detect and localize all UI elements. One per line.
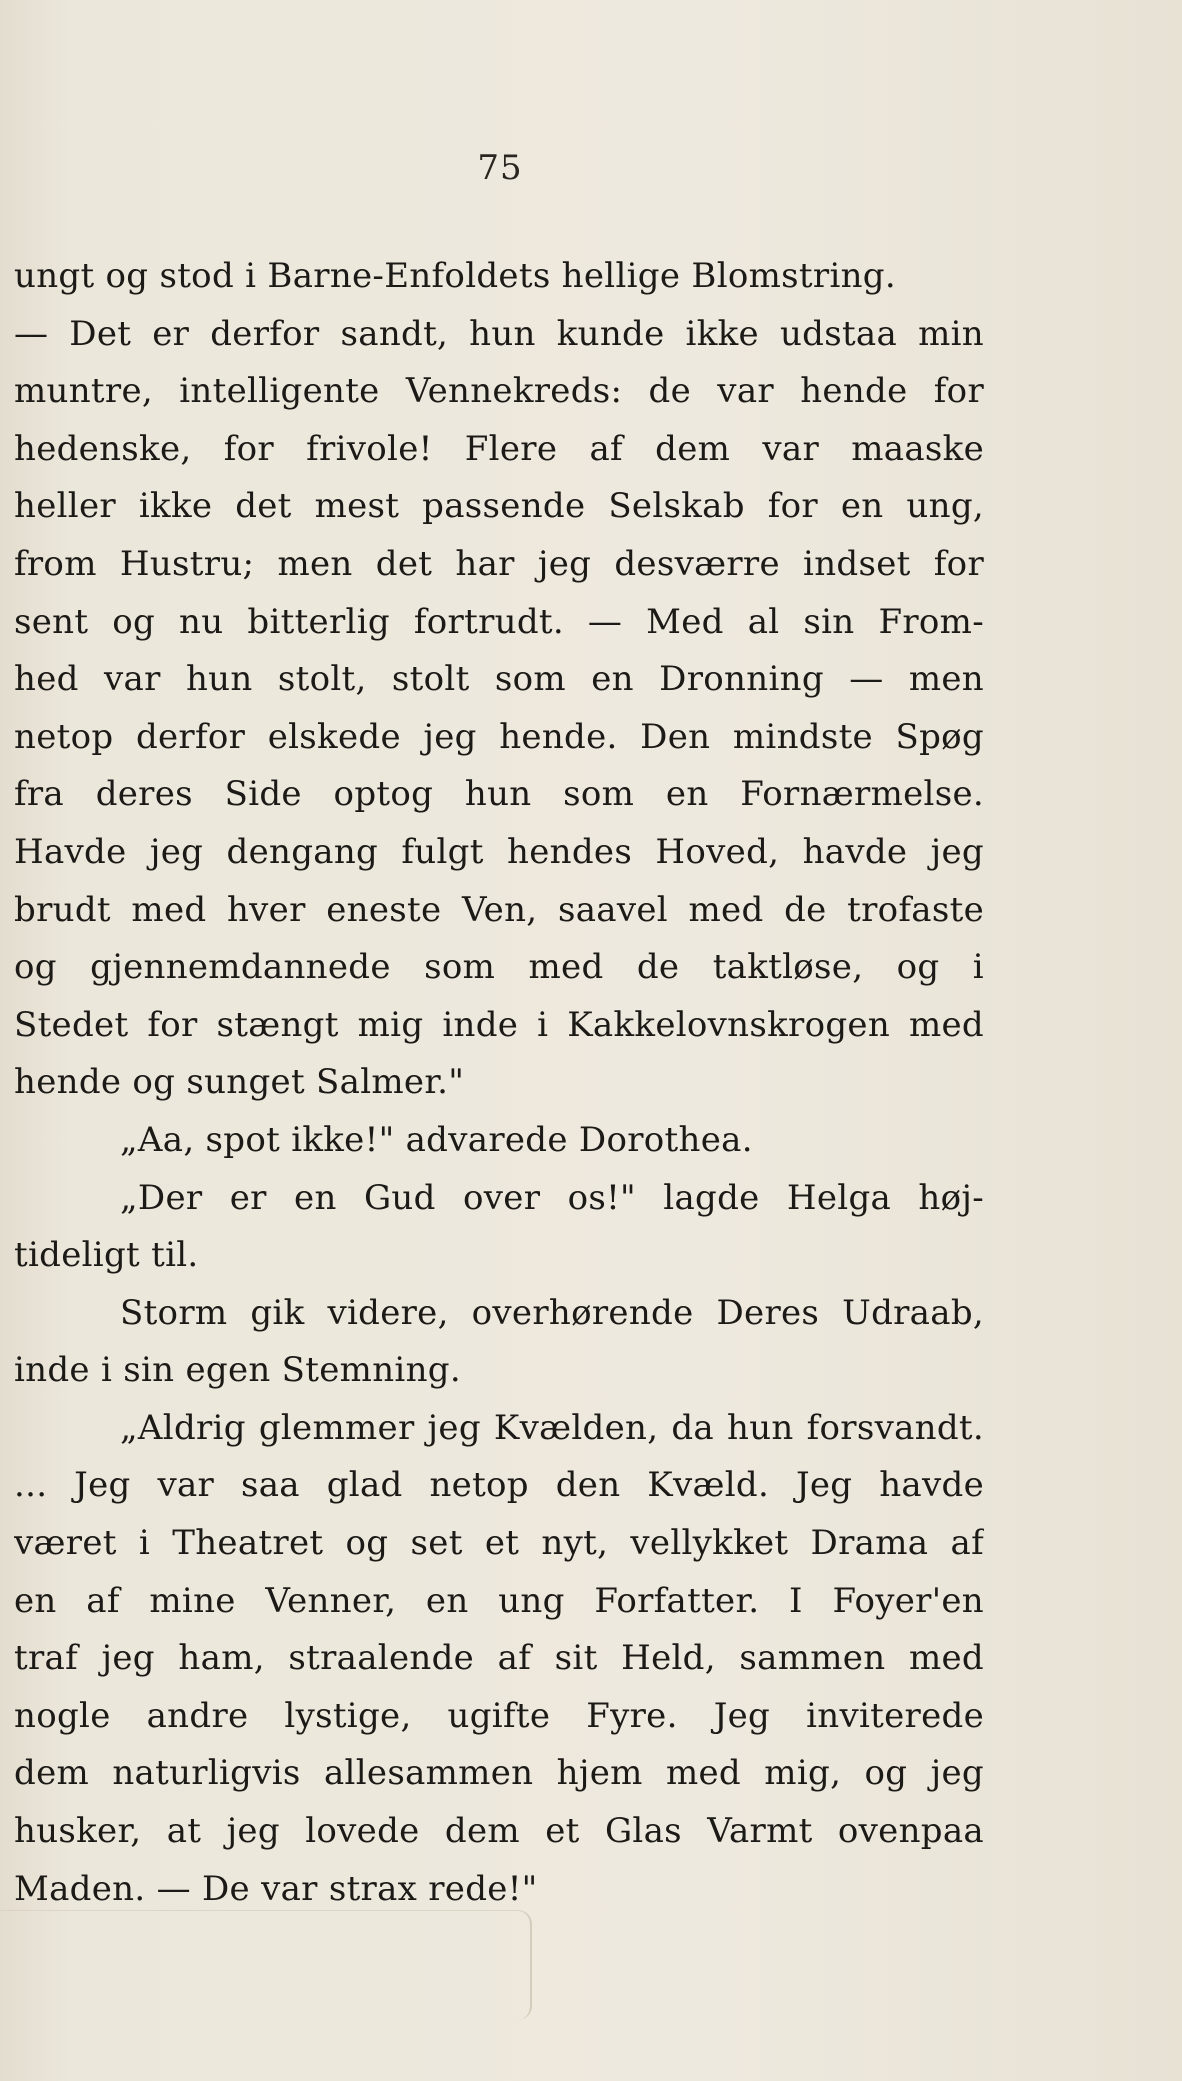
body-text (14, 248, 984, 1918)
text-line: „Aa, spot ikke!" advarede Dorothea. (120, 1119, 753, 1160)
text-line: Havde jeg dengang fulgt hendes Hoved, havde jeg (14, 831, 984, 872)
text-line: inde i sin egen Stemning. (14, 1350, 461, 1391)
text-line: husker, at jeg lovede dem et Glas Varmt ovenpaa (14, 1811, 984, 1852)
text-line: Maden. — De var strax rede!" (14, 1868, 538, 1909)
text-line: brudt med hver eneste Ven, saavel med de trofaste (14, 889, 984, 930)
text-line: netop derfor elskede jeg hende. Den mindste Spøg (14, 716, 984, 757)
text-line: „Der er en Gud over os!" lagde Helga høj- (120, 1177, 984, 1218)
text-line: en af mine Venner, en ung Forfatter. I Foyer'en (14, 1580, 984, 1621)
text-line: muntre, intelligente Vennekreds: de var hende for (14, 371, 984, 412)
text-line: ungt og stod i Barne-Enfoldets hellige Blomstring. (14, 256, 896, 296)
text-line: dem naturligvis allesammen hjem med mig, og jeg (14, 1753, 984, 1794)
text-line: sent og nu bitterlig fortrudt. — Med al sin From- (14, 601, 984, 642)
text-line: traf jeg ham, straalende af sit Held, sammen med (14, 1638, 984, 1679)
text-line: hedenske, for frivole! Flere af dem var maaske (14, 428, 984, 469)
text-line: hed var hun stolt, stolt som en Dronning — men (14, 659, 984, 700)
page-number: 75 (477, 148, 523, 188)
page-edge-mark (0, 1910, 532, 2020)
text-line: tideligt til. (14, 1235, 199, 1276)
text-line: „Aldrig glemmer jeg Kvælden, da hun forsvandt. (120, 1407, 984, 1448)
text-line: fra deres Side optog hun som en Fornærmelse. (14, 774, 984, 815)
text-line: Storm gik videre, overhørende Deres Udraab, (120, 1292, 984, 1333)
text-line: Stedet for stængt mig inde i Kakkelovnskrogen med (14, 1004, 984, 1045)
text-line: været i Theatret og set et nyt, vellykket Drama af (14, 1523, 984, 1564)
text-line: nogle andre lystige, ugifte Fyre. Jeg inviterede (14, 1695, 984, 1736)
text-line: hende og sunget Salmer." (14, 1062, 465, 1103)
text-line: ... Jeg var saa glad netop den Kvæld. Jeg havde (14, 1465, 984, 1506)
text-line: — Det er derfor sandt, hun kunde ikke udstaa min (14, 313, 984, 354)
text-line: og gjennemdannede som med de taktløse, og i (14, 947, 984, 988)
text-line: from Hustru; men det har jeg desværre indset for (14, 543, 984, 584)
text-line: heller ikke det mest passende Selskab for en ung, (14, 486, 984, 527)
